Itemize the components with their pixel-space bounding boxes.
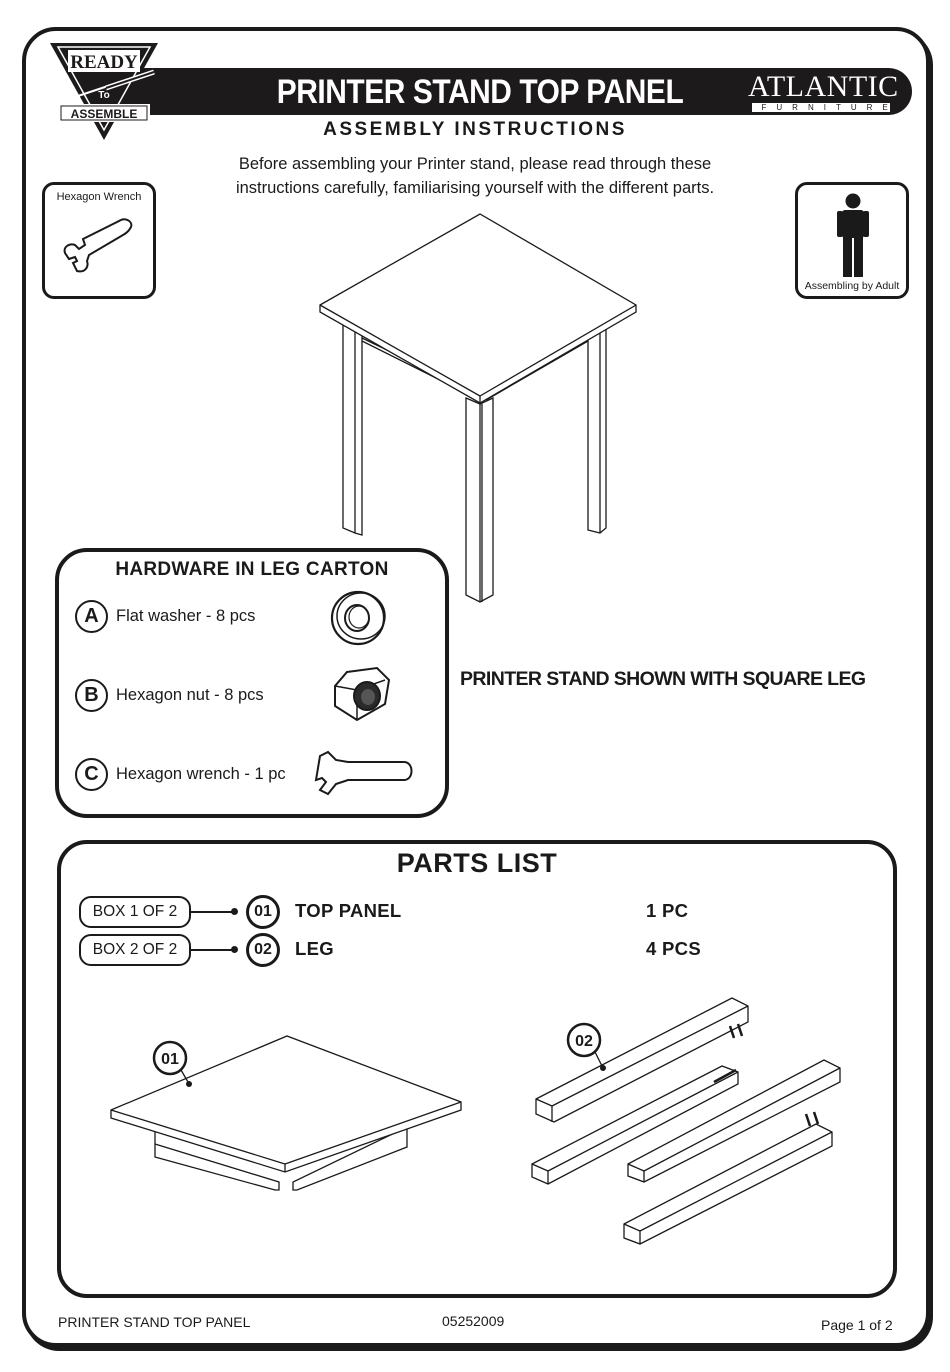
letter-badge: C — [75, 758, 108, 791]
washer-icon — [329, 588, 389, 648]
hardware-panel — [55, 548, 449, 818]
hex-nut-icon — [331, 666, 393, 726]
brand-name: ATLANTIC — [748, 70, 899, 103]
hardware-item-label: Flat washer - 8 pcs — [116, 606, 256, 625]
top-panel-illustration — [107, 1032, 467, 1202]
intro-line-2: instructions carefully, familiarising yourself with the different parts. — [235, 179, 715, 197]
wrench-icon — [59, 215, 141, 285]
hardware-title: HARDWARE IN LEG CARTON — [115, 559, 389, 580]
hardware-item-label: Hexagon wrench - 1 pc — [116, 764, 286, 783]
hardware-item-label: Hexagon nut - 8 pcs — [116, 685, 264, 704]
brand-tagline: FURNITURE — [752, 103, 890, 112]
letter-badge: B — [75, 679, 108, 712]
footer-document-title: PRINTER STAND TOP PANEL — [58, 1314, 251, 1330]
logo-text-to: To — [98, 90, 110, 101]
tool-card-label: Hexagon Wrench — [56, 191, 142, 203]
intro-text — [180, 152, 770, 200]
part-number-badge: 02 — [246, 933, 280, 967]
adult-card-label: Assembling by Adult — [804, 280, 900, 292]
legs-illustration — [524, 984, 844, 1249]
part-name: TOP PANEL — [295, 900, 402, 921]
footer-document-code: 05252009 — [442, 1313, 505, 1329]
callout-02: 02 — [575, 1033, 593, 1050]
hardware-item-c — [75, 756, 286, 792]
hardware-item-a — [75, 598, 255, 634]
brand-logo — [748, 70, 899, 112]
letter-badge: A — [75, 600, 108, 633]
part-name: LEG — [295, 938, 334, 959]
page-title: PRINTER STAND TOP PANEL — [276, 73, 684, 111]
tool-card — [42, 182, 156, 299]
adult-card — [795, 182, 909, 299]
logo-text-assemble: ASSEMBLE — [70, 107, 138, 121]
parts-list-title: PARTS LIST — [396, 848, 558, 878]
subtitle: ASSEMBLY INSTRUCTIONS — [323, 119, 627, 140]
footer-page-number: Page 1 of 2 — [821, 1317, 893, 1333]
illustration-caption: PRINTER STAND SHOWN WITH SQUARE LEG — [460, 668, 866, 690]
parts-list-panel — [57, 840, 897, 1298]
logo-text-ready: READY — [70, 52, 138, 73]
box-label: BOX 2 OF 2 — [79, 934, 191, 966]
person-icon — [836, 193, 870, 277]
intro-line-1: Before assembling your Printer stand, please read through these — [238, 155, 712, 173]
wrench-icon — [314, 748, 416, 798]
box-label: BOX 1 OF 2 — [79, 896, 191, 928]
connector-line — [191, 911, 235, 913]
callout-01: 01 — [161, 1051, 179, 1068]
part-number-badge: 01 — [246, 895, 280, 929]
part-quantity: 1 PC — [646, 900, 689, 921]
hardware-item-b — [75, 677, 264, 713]
connector-line — [191, 949, 235, 951]
part-quantity: 4 PCS — [646, 938, 701, 959]
